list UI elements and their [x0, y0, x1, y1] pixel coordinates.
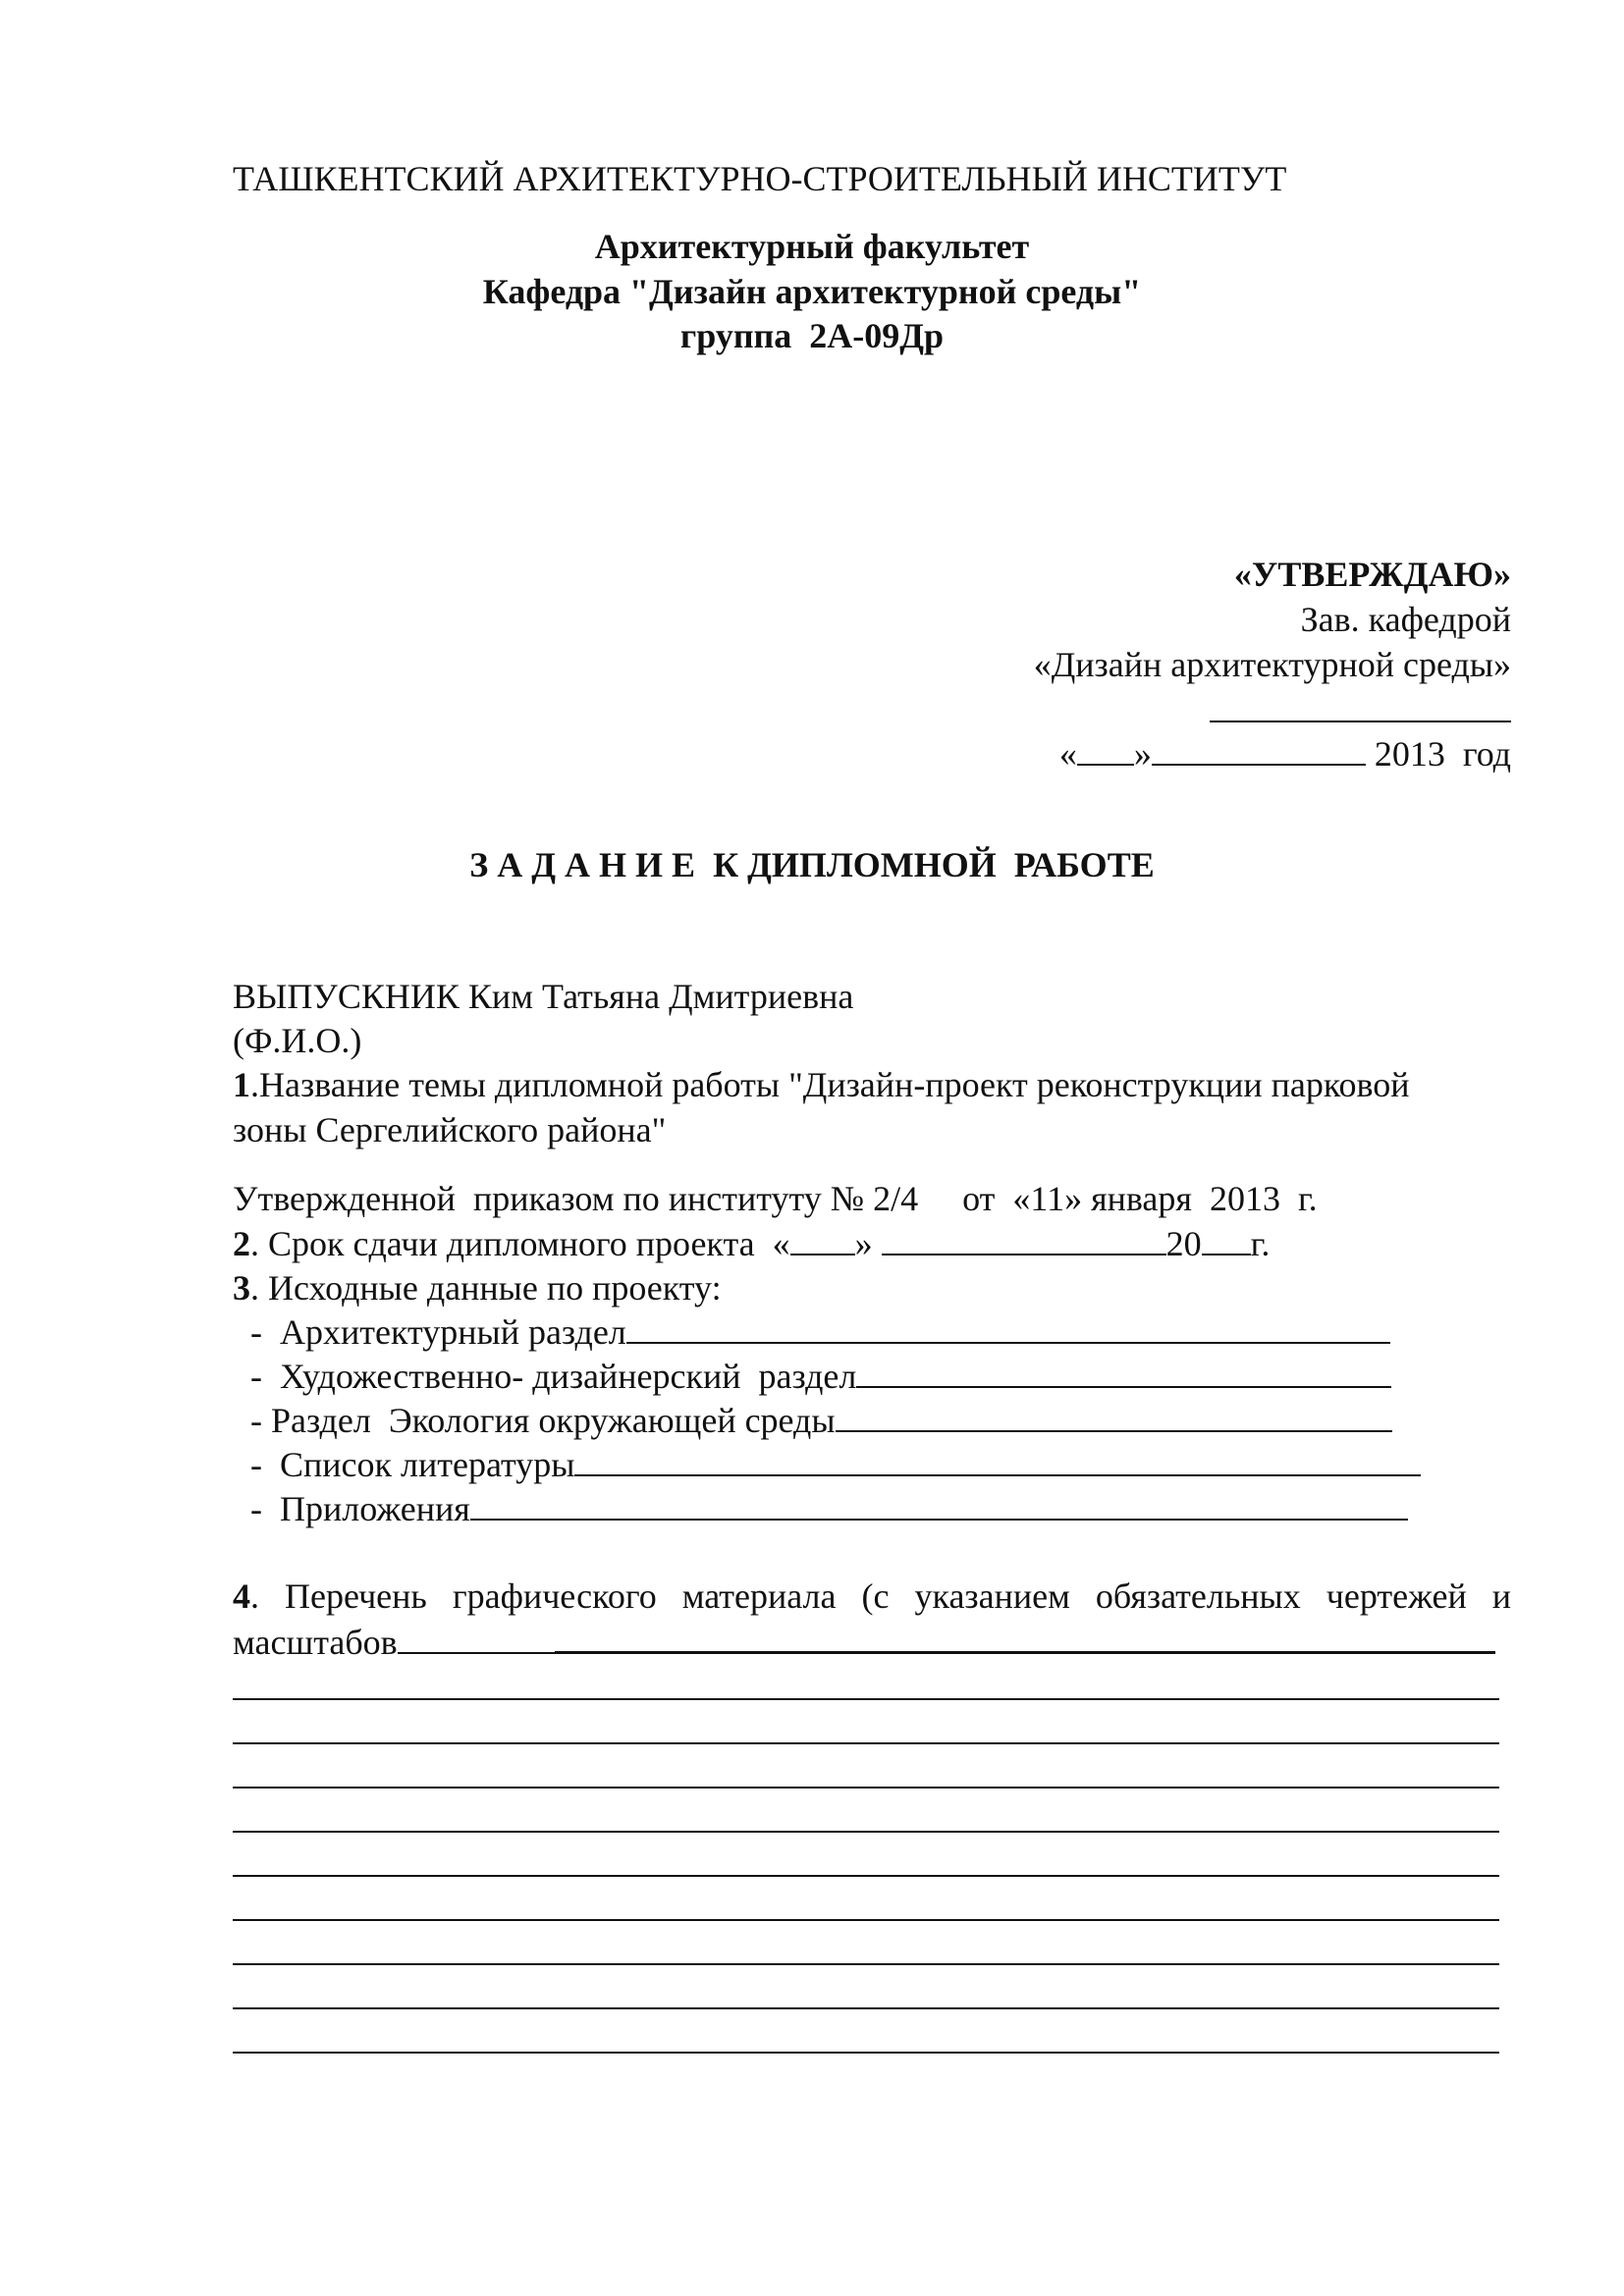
blank-rule-line [233, 1919, 1499, 1921]
item3-subitem-blank [470, 1491, 1408, 1521]
approval-date-close: » [1133, 734, 1152, 774]
item4-blank-thin [398, 1625, 555, 1654]
item2-century: 20 [1165, 1224, 1202, 1263]
item2-month-blank [882, 1226, 1166, 1255]
item3-subitem-blank [626, 1314, 1390, 1344]
item3-subitem [233, 1359, 1391, 1394]
blank-rule-line [233, 2052, 1499, 2054]
blank-rule-line [233, 2007, 1499, 2009]
approval-department: «Дизайн архитектурной среды» [1033, 645, 1511, 684]
item3-subitem-blank [856, 1359, 1391, 1388]
approval-date-open: « [1058, 734, 1077, 774]
item2-suffix: г. [1250, 1224, 1271, 1263]
item3-subitem [233, 1403, 1392, 1438]
blank-rule-line [233, 1787, 1499, 1789]
item3-subitem-blank [836, 1403, 1392, 1432]
item3-line [233, 1270, 722, 1306]
approval-title: «УТВЕРЖДАЮ» [1233, 555, 1511, 594]
blank-rule-line [233, 1742, 1499, 1744]
item4-line2 [233, 1624, 1495, 1660]
approval-position: Зав. кафедрой [1300, 600, 1511, 639]
item2-number: 2 [233, 1224, 250, 1263]
blank-rule-line [233, 1831, 1499, 1833]
institute-name: ТАШКЕНТСКИЙ АРХИТЕКТУРНО-СТРОИТЕЛЬНЫЙ ИНСТИТУТ [233, 159, 1287, 198]
blank-rule-line [233, 1963, 1499, 1965]
department-name: Кафедра "Дизайн архитектурной среды" [482, 272, 1142, 311]
item2-year-blank [1202, 1226, 1251, 1255]
item3-subitem-label: - Приложения [233, 1489, 470, 1528]
item3-subitem [233, 1447, 1421, 1482]
item3-subitem-label: - Архитектурный раздел [233, 1312, 626, 1352]
item4-blank-bold [555, 1624, 1495, 1654]
order-line: Утвержденной приказом по институту № 2/4 от «11» января 2013 г. [233, 1179, 1318, 1218]
item4-number: 4 [233, 1576, 250, 1616]
item3-subitem-label: - Раздел Экология окружающей среды [233, 1401, 836, 1440]
blank-rule-line [233, 1698, 1499, 1700]
item4-text: . Перечень графического материала (с указанием обязательных чертежей и [250, 1576, 1511, 1616]
item3-subitem [233, 1314, 1390, 1350]
item3-subitem [233, 1491, 1408, 1526]
graduate-line: ВЫПУСКНИК Ким Татьяна Дмитриевна [233, 977, 854, 1016]
faculty-name: Архитектурный факультет [594, 227, 1030, 266]
item3-number: 3 [233, 1268, 250, 1308]
approval-date [1059, 736, 1511, 772]
approval-year: 2013 год [1365, 734, 1511, 774]
item3-subitem-label: - Список литературы [233, 1445, 575, 1484]
day-blank [1077, 736, 1134, 766]
month-blank [1152, 736, 1366, 766]
signature-line [1210, 721, 1511, 722]
item4-line1 [233, 1578, 1511, 1614]
item1-line2: зоны Сергелийского района" [233, 1110, 667, 1149]
item4-text-2: масштабов [233, 1623, 398, 1662]
item2-day-blank [790, 1226, 855, 1255]
document-title: З А Д А Н И Е К ДИПЛОМНОЙ РАБОТЕ [469, 845, 1155, 884]
fio-note: (Ф.И.О.) [233, 1021, 362, 1060]
item1-text: .Название темы дипломной работы "Дизайн-проект реконструкции парковой [250, 1065, 1410, 1104]
group-name: группа 2А-09Др [679, 316, 945, 355]
item3-subitem-blank [574, 1447, 1421, 1476]
item3-text: . Исходные данные по проекту: [250, 1268, 722, 1308]
item3-subitem-label: - Художественно- дизайнерский раздел [233, 1357, 857, 1396]
item1-line1 [233, 1067, 1410, 1102]
item2-mid: » [854, 1224, 882, 1263]
item2-line [233, 1226, 1270, 1261]
item1-number: 1 [233, 1065, 250, 1104]
item2-text: . Срок сдачи дипломного проекта « [250, 1224, 790, 1263]
blank-rule-line [233, 1875, 1499, 1877]
